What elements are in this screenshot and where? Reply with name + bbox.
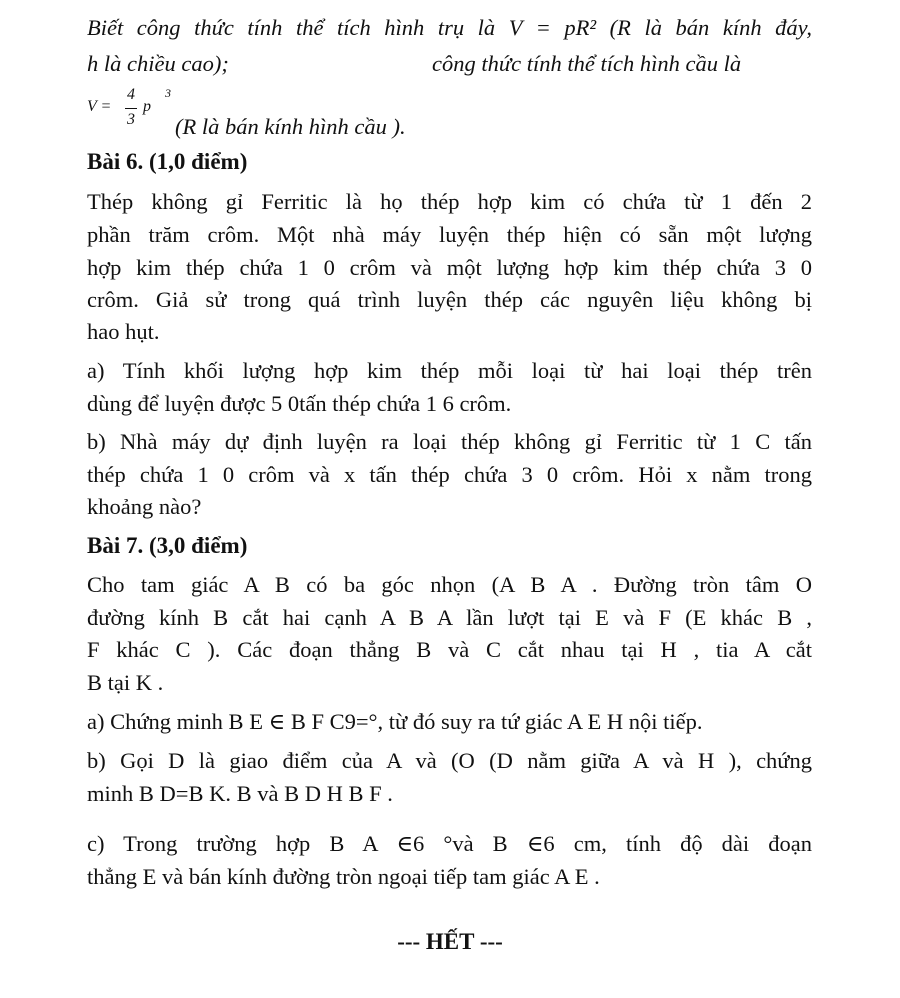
intro-line-1: Biết công thức tính thể tích hình trụ là V = pR² (R là bán kính đáy,: [87, 15, 812, 40]
formula-variable: p: [143, 98, 151, 115]
bai6-part-b-line-1: b) Nhà máy dự định luyện ra loại thép không gỉ Ferritic từ 1 C tấn: [87, 429, 812, 454]
bai7-line-1: Cho tam giác A B có ba góc nhọn (A B A . Đường tròn tâm O: [87, 572, 812, 597]
sphere-volume-formula: [87, 86, 177, 136]
bai7-heading: Bài 7. (3,0 điểm): [87, 533, 248, 558]
bai6-line-5: hao hụt.: [87, 319, 160, 344]
formula-lhs: V =: [87, 98, 112, 115]
bai6-part-b-line-2: thép chứa 1 0 crôm và x tấn thép chứa 3 0 crôm. Hỏi x nằm trong: [87, 462, 812, 487]
bai7-part-b-line-2: minh B D=B K. B và B D H B F .: [87, 781, 393, 806]
bai6-part-a-line-1: a) Tính khối lượng hợp kim thép mỗi loại từ hai loại thép trên: [87, 358, 812, 383]
bai6-part-a-line-2: dùng để luyện được 5 0tấn thép chứa 1 6 crôm.: [87, 391, 512, 416]
intro-line-2-right: công thức tính thể tích hình cầu là: [432, 51, 742, 76]
intro-line-2-left: h là chiều cao);: [87, 51, 229, 76]
bai7-line-3: F khác C ). Các đoạn thẳng B và C cắt nhau tại H , tia A cắt: [87, 637, 812, 662]
bai7-line-4: B tại K .: [87, 670, 164, 695]
bai6-line-2: phần trăm crôm. Một nhà máy luyện thép hiện có sẵn một lượng: [87, 222, 812, 247]
bai6-part-b-line-3: khoảng nào?: [87, 494, 202, 519]
fraction-bar: [125, 108, 137, 109]
end-marker: --- HẾT ---: [397, 929, 503, 954]
bai7-part-c-line-1: c) Trong trường hợp B A ∈6 °và B ∈6 cm, tính độ dài đoạn: [87, 831, 812, 856]
formula-numerator: 4: [127, 86, 135, 103]
bai7-part-a: a) Chứng minh B E ∈ B F C9=°, từ đó suy ra tứ giác A E H nội tiếp.: [87, 709, 703, 734]
bai6-line-4: crôm. Giả sử trong quá trình luyện thép các nguyên liệu không bị: [87, 287, 812, 312]
intro-line-2: [87, 49, 812, 79]
formula-denominator: 3: [127, 111, 135, 128]
bai6-line-3: hợp kim thép chứa 1 0 crôm và một lượng hợp kim thép chứa 3 0: [87, 255, 812, 280]
bai7-part-b-line-1: b) Gọi D là giao điểm của A và (O (D nằm giữa A và H ), chứng: [87, 748, 812, 773]
intro-line-3: (R là bán kính hình cầu ).: [175, 114, 406, 139]
formula-exponent: 3: [165, 86, 171, 100]
cut-off-next-line: [87, 988, 812, 998]
bai7-line-2: đường kính B cắt hai cạnh A B A lần lượt tại E và F (E khác B ,: [87, 605, 812, 630]
bai6-line-1: Thép không gỉ Ferritic là họ thép hợp kim có chứa từ 1 đến 2: [87, 189, 812, 214]
bai7-part-c-line-2: thẳng E và bán kính đường tròn ngoại tiếp tam giác A E .: [87, 864, 600, 889]
bai6-heading: Bài 6. (1,0 điểm): [87, 149, 248, 174]
